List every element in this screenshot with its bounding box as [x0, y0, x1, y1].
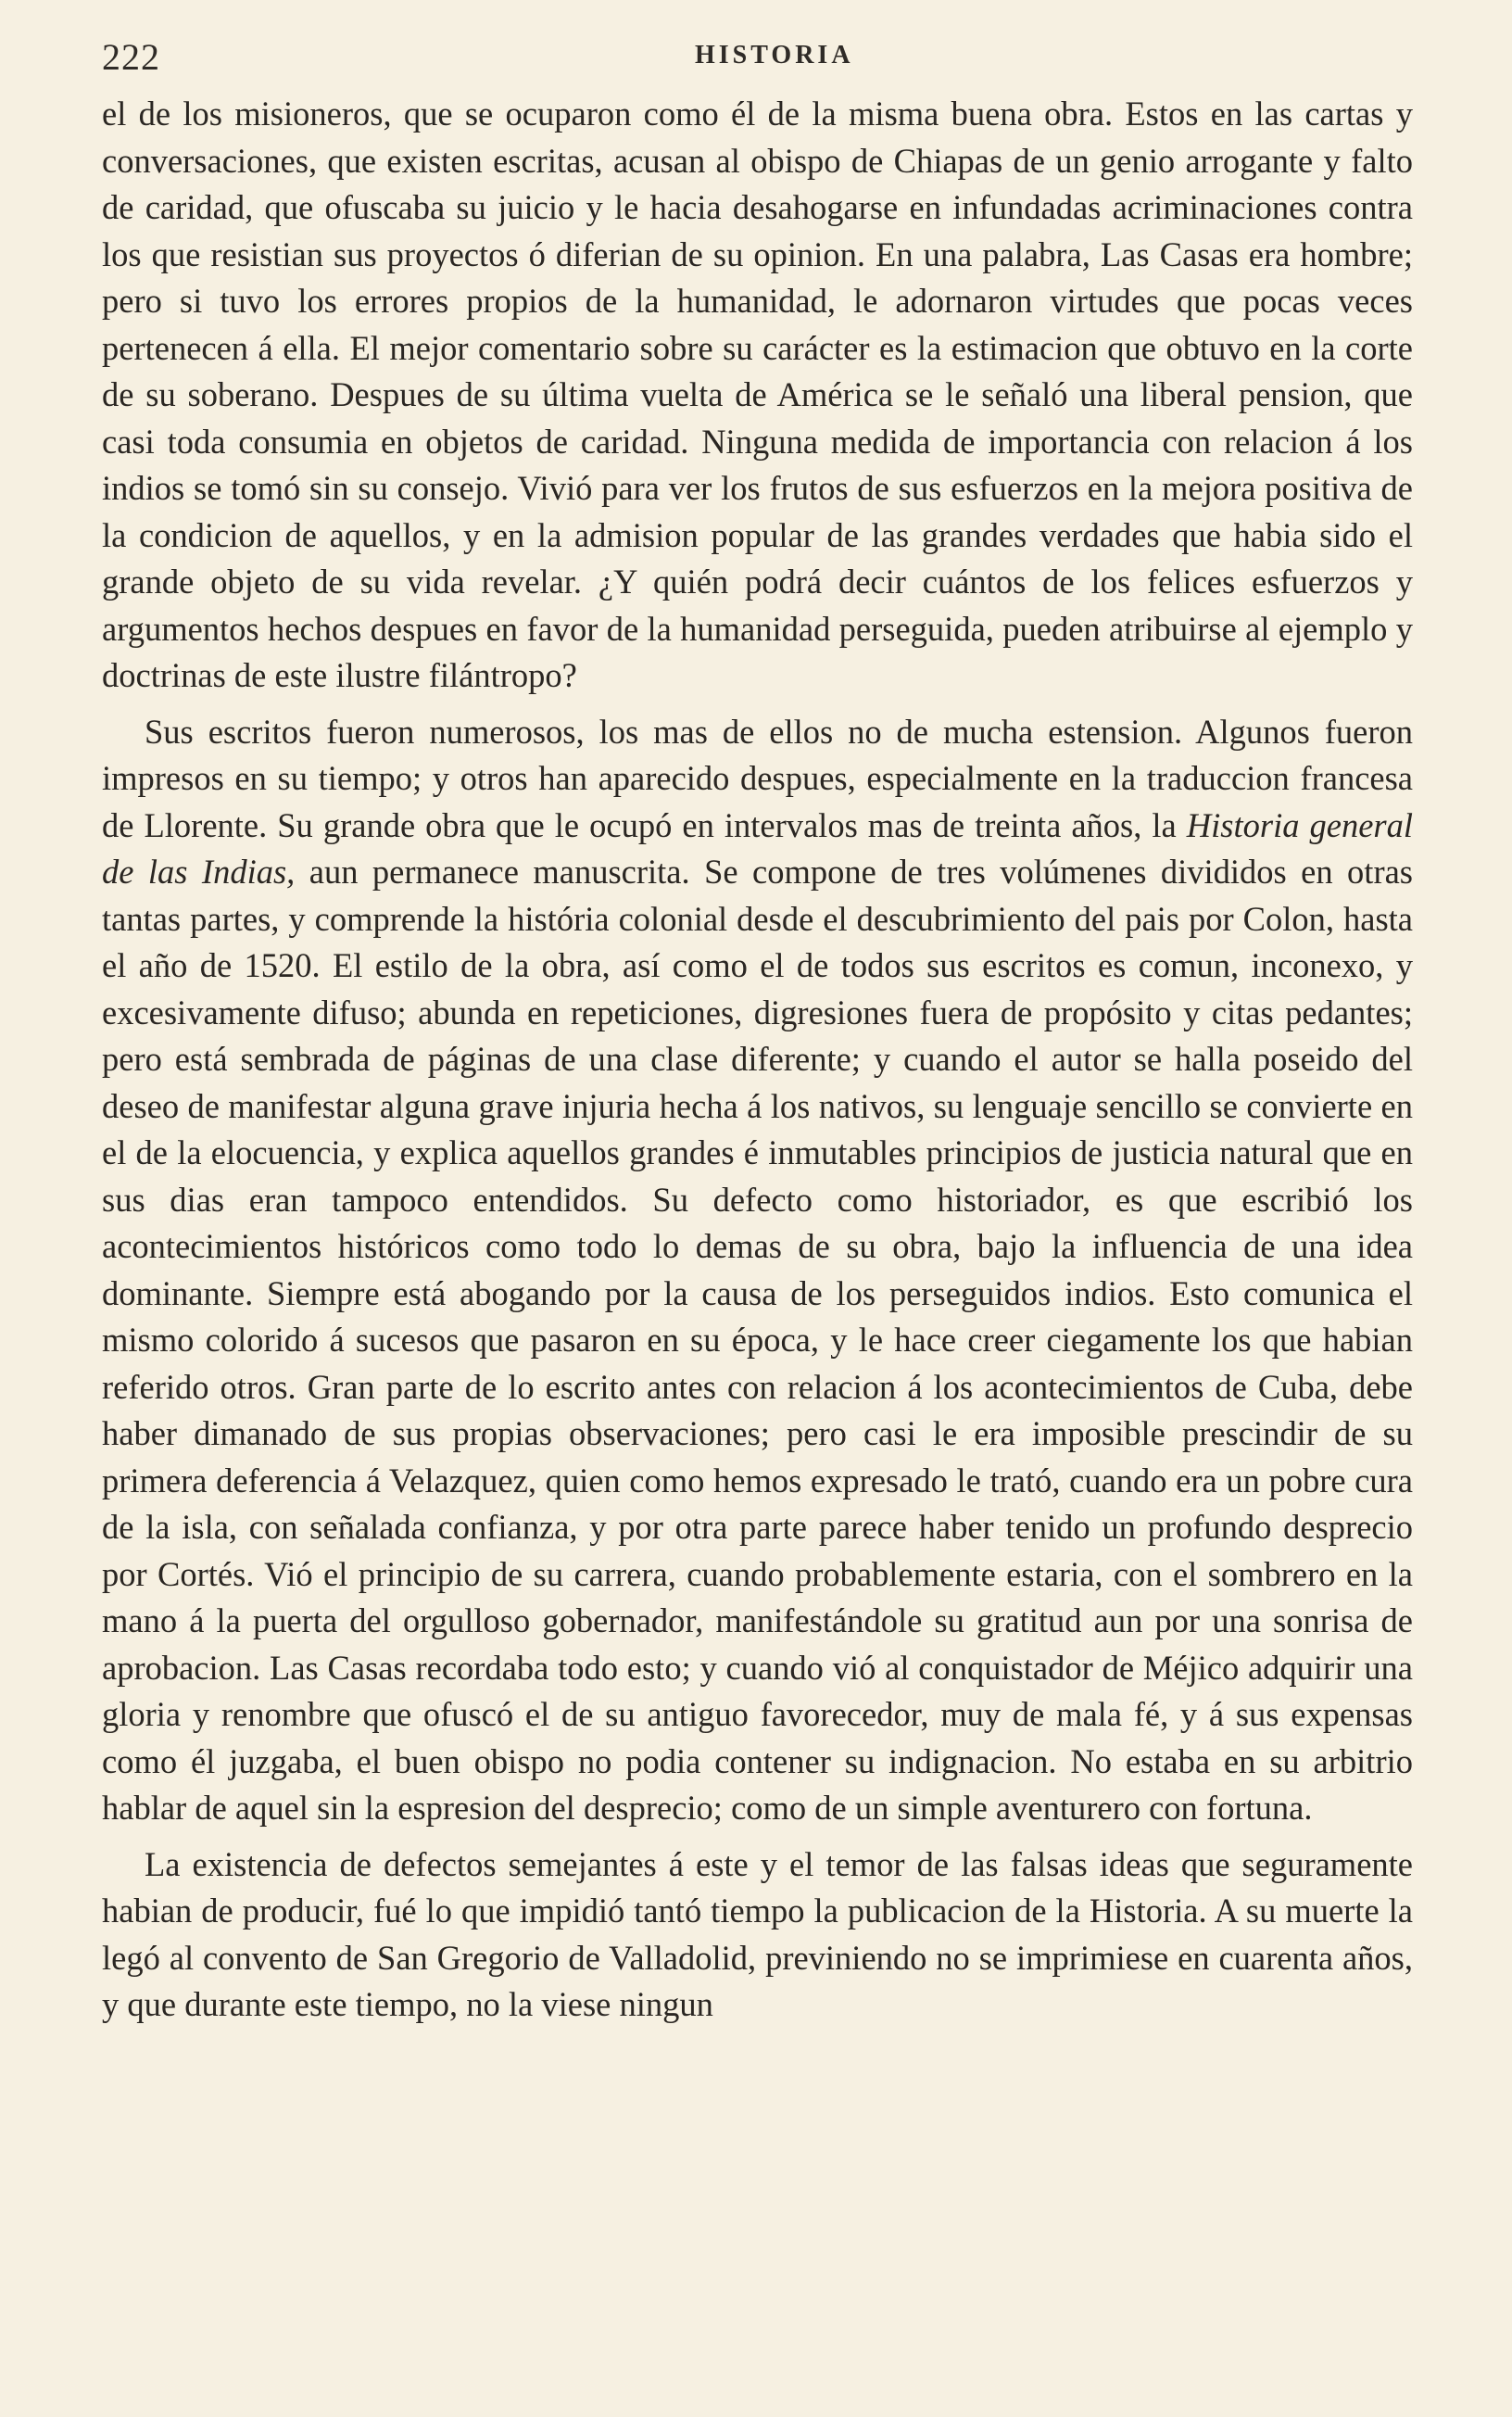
- running-header: [102, 26, 1413, 91]
- running-title: HISTORIA: [695, 41, 854, 70]
- paragraph-continuation: el de los misioneros, que se ocuparon como él de la misma buena obra. Estos en las cartas y conversaciones, que existen escritas, acusan al obispo de Chiapas de un genio arrogante y falto de caridad, que ofuscaba su juicio y le hacia desahogarse en infundadas acriminaciones contra los que resistian sus proyectos ó diferian de su opinion. En una palabra, Las Casas era hombre; pero si tuvo los errores propios de la humanidad, le adornaron virtudes que pocas veces pertenecen á ella. El mejor comentario sobre su carácter es la estimacion que obtuvo en la corte de su soberano. Despues de su última vuelta de América se le señaló una liberal pension, que casi toda consumia en objetos de caridad. Ninguna medida de importancia con relacion á los indios se tomó sin su consejo. Vivió para ver los frutos de sus esfuerzos en la mejora positiva de la condicion de aquellos, y en la admision popular de las grandes verdades que habia sido el grande objeto de su vida revelar. ¿Y quién podrá decir cuántos de los felices esfuerzos y argumentos hechos despues en favor de la humanidad perseguida, pueden atribuirse al ejemplo y doctrinas de este ilustre filántropo?: [102, 95, 1413, 694]
- paragraph-writings: [102, 709, 1413, 1832]
- paragraph-text-after: aun permanece manuscrita. Se compone de tres volúmenes divididos en otras tantas partes, y comprende la história colonial desde el descubrimiento del pais por Colon, hasta el año de 1520. El estilo de la obra, así como el de todos sus escritos es comun, inconexo, y excesivamente difuso; abunda en repeticiones, digresiones fuera de propósito y citas pedantes; pero está sembrada de páginas de una clase diferente; y cuando el autor se halla poseido del deseo de manifestar alguna grave injuria hecha á los nativos, su lenguaje sencillo se convierte en el de la elocuencia, y explica aquellos grandes é inmutables principios de justicia natural que en sus dias eran tampoco entendidos. Su defecto como historiador, es que escribió los acontecimientos históricos como todo lo demas de su obra, bajo la influencia de una idea dominante. Siempre está abogando por la causa de los perseguidos indios. Esto comunica el mismo colorido á sucesos que pasaron en su época, y le hace creer ciegamente los que habian referido otros. Gran parte de lo escrito antes con relacion á los acontecimientos de Cuba, debe haber dimanado de sus propias observaciones; pero casi le era imposible prescindir de su primera deferencia á Velazquez, quien como hemos expresado le trató, cuando era un pobre cura de la isla, con señalada confianza, y por otra parte parece haber tenido un profundo desprecio por Cortés. Vió el principio de su carrera, cuando probablemente estaria, con el sombrero en la mano á la puerta del orgulloso gobernador, manifestándole su gratitud aun por una sonrisa de aprobacion. Las Casas recordaba todo esto; y cuando vió al conquistador de Méjico adquirir una gloria y renombre que ofuscó el de su antiguo favorecedor, muy de mala fé, y á sus expensas como él juzgaba, el buen obispo no podia contener su indignacion. No estaba en su arbitrio hablar de aquel sin la espresion del desprecio; como de un simple aventurero con fortuna.: [102, 853, 1414, 1827]
- page-number: 222: [102, 36, 160, 78]
- book-title-italic: Historia general de las Indias,: [102, 805, 1414, 891]
- paragraph-text-before: Sus escritos fueron numerosos, los mas de ellos no de mucha estension. Algunos fueron impresos en su tiempo; y otros han aparecido despues, especialmente en la traduccion francesa de Llorente. Su grande obra que le ocupó en intervalos mas de treinta años, la: [102, 712, 1413, 844]
- book-page: [102, 26, 1413, 2038]
- paragraph-defects: La existencia de defectos semejantes á este y el temor de las falsas ideas que seguramente habian de producir, fué lo que impidió tantó tiempo la publicacion de la Historia. A su muerte la legó al convento de San Gregorio de Valladolid, previniendo no se imprimiese en cuarenta años, y que durante este tiempo, no la viese ningun: [102, 1844, 1413, 2023]
